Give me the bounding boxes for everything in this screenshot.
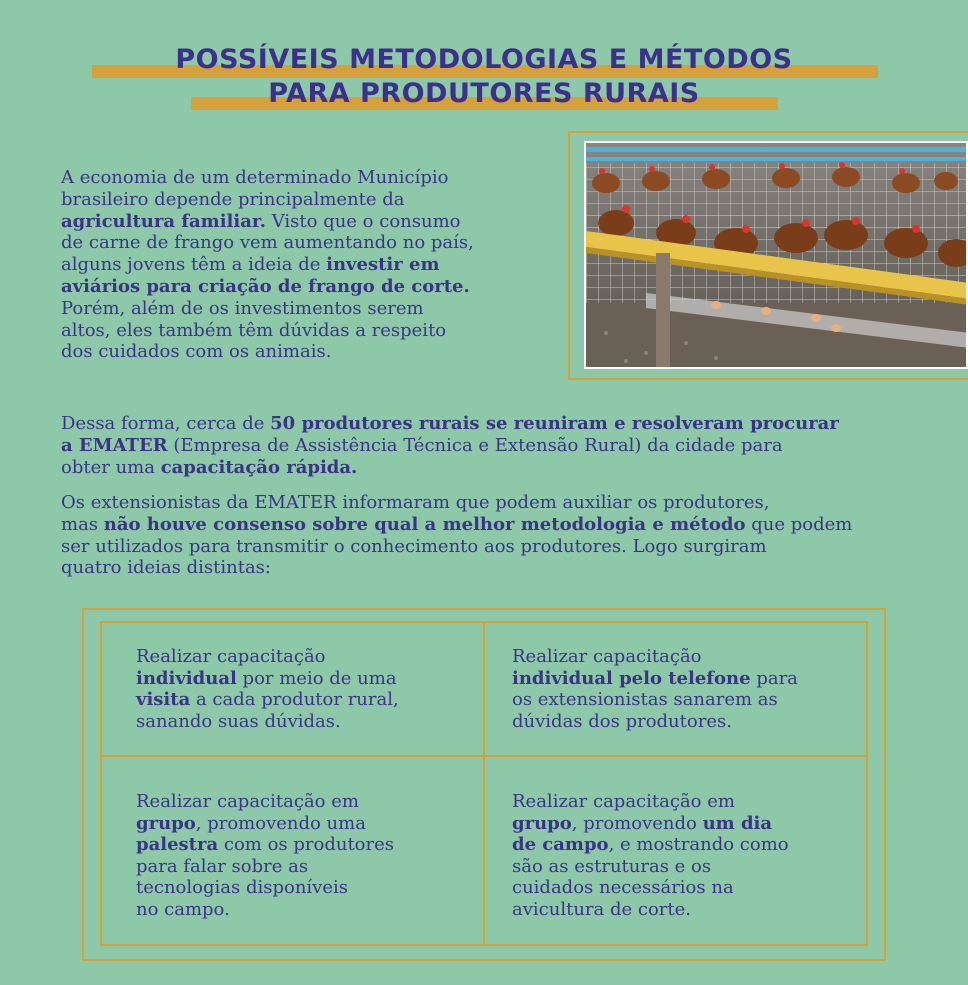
- idea-text: , e mostrando como: [608, 834, 789, 856]
- intro-text: Visto que o consumo: [266, 210, 461, 232]
- para2-text: (Empresa de Assistência Técnica e Extensão Rural) da cidade para: [167, 434, 783, 456]
- para2-text: Dessa forma, cerca de: [61, 413, 271, 434]
- idea-line: [136, 813, 476, 835]
- idea-bold: individual pelo telefone: [512, 667, 751, 689]
- idea-line: Realizar capacitação: [512, 646, 702, 667]
- idea-line: no campo.: [136, 898, 230, 920]
- intro-line: brasileiro depende principalmente da: [61, 188, 405, 210]
- idea-line: [512, 668, 857, 690]
- idea-line: para falar sobre as: [136, 855, 309, 877]
- intro-paragraph: [61, 167, 551, 363]
- idea-line: cuidados necessários na: [512, 877, 734, 899]
- idea-bold: palestra: [136, 834, 219, 856]
- idea-line: dúvidas dos produtores.: [512, 710, 732, 732]
- idea-cell-bottom-right: [512, 791, 857, 921]
- page-title-line-1: POSSÍVEIS METODOLOGIAS E MÉTODOS: [175, 44, 793, 75]
- idea-line: [512, 813, 857, 835]
- idea-line: os extensionistas sanarem as: [512, 689, 778, 711]
- page-title-line-2: PARA PRODUTORES RURAIS: [268, 78, 700, 109]
- intro-bold: agricultura familiar.: [61, 210, 266, 232]
- chicken-cage-photo: [584, 141, 968, 369]
- idea-cell-bottom-left: [136, 791, 476, 921]
- idea-line: Realizar capacitação em: [136, 791, 359, 812]
- idea-line: são as estruturas e os: [512, 855, 712, 877]
- idea-cell-top-left: [136, 646, 476, 732]
- idea-text: com os produtores: [218, 834, 395, 856]
- idea-bold: de campo: [512, 834, 609, 856]
- para3-text: mas: [61, 513, 104, 535]
- idea-line: Realizar capacitação em: [512, 791, 735, 812]
- intro-line: [61, 211, 551, 233]
- para3-line: quatro ideias distintas:: [61, 557, 271, 579]
- paragraph-3: [61, 492, 941, 579]
- idea-bold: individual: [136, 667, 237, 689]
- para2-text: obter uma: [61, 456, 161, 478]
- intro-line: altos, eles também têm dúvidas a respeito: [61, 319, 447, 341]
- para3-line: [61, 514, 941, 536]
- para2-line: [61, 457, 941, 479]
- idea-bold: grupo: [136, 812, 196, 834]
- idea-line: [136, 834, 476, 856]
- idea-line: [136, 689, 476, 711]
- para3-line: ser utilizados para transmitir o conhecimento aos produtores. Logo surgiram: [61, 535, 767, 557]
- para2-line: [61, 413, 941, 435]
- idea-line: [136, 668, 476, 690]
- para2-bold: 50 produtores rurais se reuniram e resolveram procurar: [270, 413, 839, 434]
- para3-text: que podem: [745, 513, 853, 535]
- intro-line: A economia de um determinado Município: [61, 167, 449, 188]
- intro-line: Porém, além de os investimentos serem: [61, 297, 424, 319]
- idea-bold: grupo: [512, 812, 572, 834]
- idea-bold: um dia: [702, 812, 773, 834]
- para2-bold: a EMATER: [61, 434, 168, 456]
- intro-line: dos cuidados com os animais.: [61, 341, 332, 363]
- idea-bold: visita: [136, 689, 191, 711]
- intro-bold: aviários para criação de frango de corte.: [61, 275, 470, 297]
- idea-line: Realizar capacitação: [136, 646, 326, 667]
- grid-divider-horizontal: [100, 755, 868, 757]
- para2-line: [61, 435, 941, 457]
- intro-text: alguns jovens têm a ideia de: [61, 254, 327, 276]
- idea-line: tecnologias disponíveis: [136, 877, 349, 899]
- idea-line: [512, 834, 857, 856]
- idea-bold: produtor rural,: [261, 689, 399, 711]
- intro-line: de carne de frango vem aumentando no país,: [61, 232, 474, 254]
- paragraph-2: [61, 413, 941, 478]
- para3-bold: não houve consenso sobre qual a melhor metodologia e método: [103, 513, 746, 535]
- grid-divider-vertical: [483, 621, 485, 946]
- intro-bold: investir em: [326, 254, 440, 276]
- idea-line: avicultura de corte.: [512, 898, 691, 920]
- idea-line: sanando suas dúvidas.: [136, 710, 341, 732]
- chicken-cage-illustration: [586, 143, 968, 369]
- idea-text: , promovendo uma: [195, 812, 366, 834]
- intro-line: [61, 254, 551, 276]
- intro-line: [61, 276, 551, 298]
- idea-text: a cada: [190, 689, 262, 711]
- idea-text: para: [750, 667, 798, 689]
- idea-text: , promovendo: [571, 812, 703, 834]
- para3-line: Os extensionistas da EMATER informaram que podem auxiliar os produtores,: [61, 492, 770, 513]
- idea-cell-top-right: [512, 646, 857, 732]
- idea-text: por meio de uma: [236, 667, 397, 689]
- para2-bold: capacitação rápida.: [160, 456, 358, 478]
